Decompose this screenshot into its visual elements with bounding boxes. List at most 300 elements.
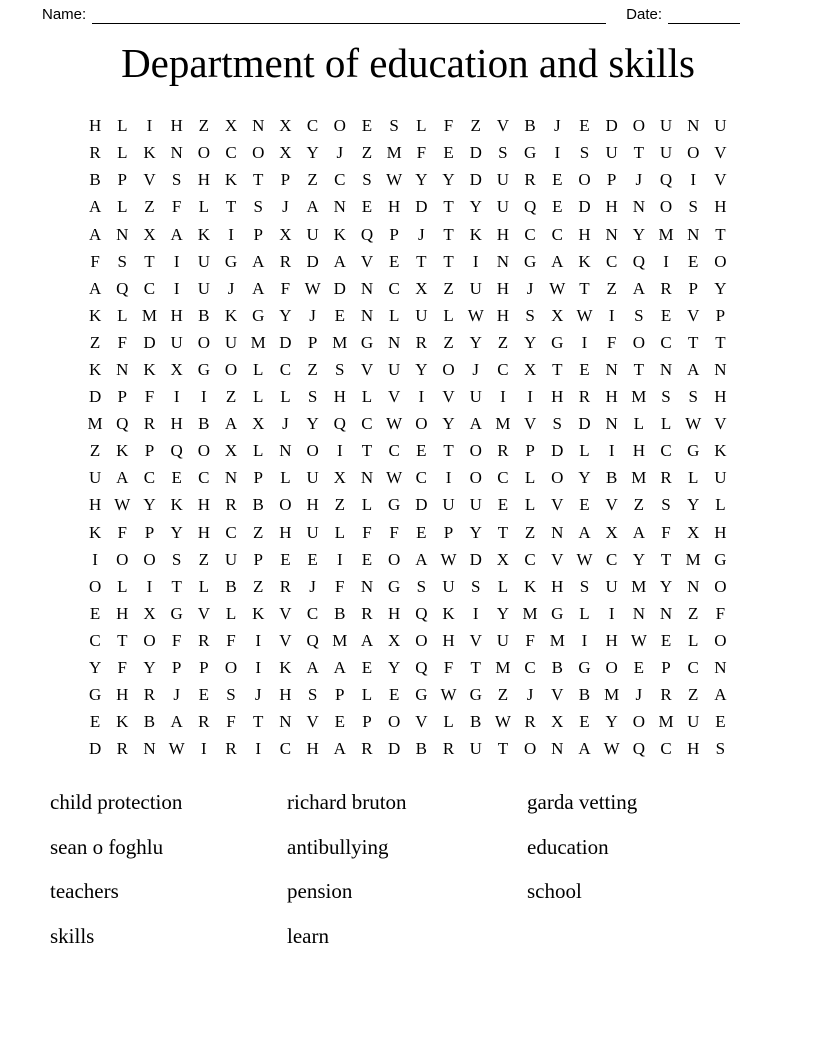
grid-letter: E (198, 685, 210, 705)
grid-letter: A (170, 224, 183, 244)
grid-letter: T (497, 739, 509, 759)
grid-letter: J (553, 116, 561, 136)
grid-letter: W (549, 278, 566, 298)
grid-letter: C (660, 739, 672, 759)
grid-letter: U (170, 332, 183, 352)
grid-letter: T (470, 658, 481, 678)
grid-letter: R (225, 495, 237, 515)
grid-letter: E (552, 170, 563, 190)
grid-letter: B (225, 576, 237, 596)
grid-letter: R (225, 739, 237, 759)
grid-letter: M (658, 224, 674, 244)
grid-letter: P (144, 441, 155, 461)
grid-letter: L (416, 116, 427, 136)
grid-letter: K (143, 359, 156, 379)
grid-letter: Y (279, 305, 292, 325)
grid-letter: F (226, 630, 236, 650)
grid-letter: L (361, 387, 373, 407)
grid-letter: Z (606, 278, 617, 298)
grid-letter: Q (415, 658, 428, 678)
grid-letter: M (495, 658, 511, 678)
grid-letter: V (143, 170, 156, 190)
grid-letter: C (225, 522, 237, 542)
grid-letter: T (443, 197, 454, 217)
grid-letter: N (360, 278, 374, 298)
grid-letter: Q (632, 739, 645, 759)
grid-letter: Z (524, 522, 536, 542)
grid-letter: W (685, 414, 702, 434)
grid-letter: J (173, 685, 180, 705)
grid-letter: E (552, 197, 563, 217)
grid-letter: Z (307, 359, 318, 379)
grid-letter: E (579, 116, 590, 136)
word-list-item: child protection (50, 790, 183, 815)
grid-letter: M (631, 468, 647, 488)
grid-letter: F (171, 197, 182, 217)
grid-letter: S (307, 387, 318, 407)
grid-letter: F (117, 658, 128, 678)
grid-letter: L (280, 387, 291, 407)
grid-letter: J (472, 359, 480, 379)
grid-row (82, 627, 735, 654)
grid-letter: N (116, 224, 129, 244)
grid-letter: H (388, 603, 401, 623)
grid-letter: I (608, 441, 615, 461)
grid-letter: J (254, 685, 262, 705)
grid-letter: I (255, 739, 262, 759)
grid-letter: O (442, 359, 455, 379)
grid-letter: W (576, 305, 593, 325)
grid-letter: F (443, 116, 454, 136)
grid-letter: N (687, 576, 700, 596)
grid-letter: Z (253, 522, 264, 542)
grid-letter: D (88, 387, 102, 407)
grid-letter: X (224, 441, 238, 461)
grid-letter: P (199, 658, 209, 678)
grid-letter: W (440, 549, 457, 569)
grid-letter: V (469, 630, 482, 650)
word-list-column (287, 780, 527, 958)
grid-letter: D (469, 549, 482, 569)
grid-letter: W (630, 630, 647, 650)
grid-letter: I (581, 332, 588, 352)
grid-letter: A (469, 414, 482, 434)
grid-letter: S (362, 170, 372, 190)
grid-letter: A (333, 658, 346, 678)
grid-letter: C (524, 549, 536, 569)
grid-letter: D (551, 441, 564, 461)
grid-letter: U (496, 170, 510, 190)
grid-letter: P (117, 170, 128, 190)
grid-letter: N (605, 224, 618, 244)
grid-letter: C (687, 658, 699, 678)
grid-letter: R (198, 712, 210, 732)
grid-row (82, 356, 735, 383)
grid-letter: O (469, 468, 482, 488)
grid-row (82, 437, 735, 464)
grid-letter: D (143, 332, 156, 352)
grid-letter: L (117, 305, 128, 325)
grid-letter: W (440, 685, 457, 705)
grid-letter: M (631, 387, 647, 407)
grid-letter: S (579, 576, 590, 596)
grid-letter: Y (415, 359, 428, 379)
grid-letter: T (688, 332, 699, 352)
word-list-column (527, 780, 816, 958)
grid-letter: E (579, 712, 590, 732)
grid-letter: E (171, 468, 182, 488)
grid-letter: Y (88, 658, 102, 678)
word-list-item: garda vetting (527, 790, 638, 815)
grid-letter: E (497, 495, 509, 515)
grid-letter: H (714, 197, 727, 217)
grid-letter: F (171, 630, 182, 650)
grid-letter: P (661, 658, 671, 678)
grid-letter: H (306, 739, 319, 759)
grid-letter: B (605, 468, 618, 488)
grid-letter: H (605, 630, 618, 650)
grid-letter: V (197, 603, 210, 623)
grid-letter: S (416, 576, 427, 596)
grid-letter: M (685, 549, 701, 569)
grid-letter: Y (659, 576, 673, 596)
grid-letter: L (361, 685, 373, 705)
grid-letter: I (608, 305, 615, 325)
word-list (0, 780, 816, 958)
grid-letter: X (143, 603, 156, 623)
grid-letter: H (306, 495, 319, 515)
grid-letter: D (88, 739, 102, 759)
date-fill-line (668, 7, 740, 24)
grid-letter: I (445, 468, 452, 488)
grid-letter: G (578, 658, 591, 678)
grid-letter: P (253, 549, 263, 569)
grid-letter: W (494, 712, 511, 732)
grid-letter: X (496, 549, 510, 569)
grid-letter: Z (198, 116, 210, 136)
grid-letter: K (170, 495, 183, 515)
grid-letter: H (88, 495, 102, 515)
grid-letter: H (279, 685, 292, 705)
grid-letter: I (146, 116, 153, 136)
grid-letter: I (173, 387, 180, 407)
grid-letter: A (252, 251, 265, 271)
grid-letter: Z (253, 576, 264, 596)
grid-letter: E (334, 712, 345, 732)
grid-letter: F (280, 278, 291, 298)
grid-letter: B (470, 712, 482, 732)
page-title: Department of education and skills (121, 40, 695, 86)
grid-letter: P (335, 685, 345, 705)
grid-letter: N (632, 603, 645, 623)
grid-letter: Y (469, 332, 482, 352)
word-list-item: learn (287, 923, 329, 948)
grid-letter: C (306, 116, 319, 136)
grid-letter: F (117, 522, 128, 542)
grid-letter: H (116, 685, 129, 705)
grid-row (82, 491, 735, 518)
grid-letter: L (524, 468, 536, 488)
grid-letter: Y (632, 224, 645, 244)
grid-letter: V (442, 387, 455, 407)
grid-letter: E (334, 305, 345, 325)
grid-letter: L (117, 576, 128, 596)
word-list-item: sean o foghlu (50, 834, 164, 859)
grid-letter: T (416, 251, 427, 271)
grid-letter: V (415, 712, 428, 732)
grid-letter: Q (333, 414, 346, 434)
grid-letter: H (170, 116, 183, 136)
grid-letter: F (715, 603, 726, 623)
grid-letter: A (632, 522, 645, 542)
grid-letter: L (579, 441, 590, 461)
grid-letter: S (389, 116, 399, 136)
grid-letter: O (632, 116, 645, 136)
grid-letter: T (633, 143, 645, 163)
grid-letter: X (551, 305, 564, 325)
grid-letter: P (443, 522, 454, 542)
grid-letter: N (170, 143, 183, 163)
grid-letter: R (578, 387, 591, 407)
grid-letter: O (469, 441, 482, 461)
grid-letter: I (255, 658, 262, 678)
grid-letter: I (92, 549, 98, 569)
grid-letter: Y (306, 414, 319, 434)
grid-row (82, 248, 735, 275)
grid-letter: S (661, 495, 671, 515)
grid-letter: Z (89, 332, 101, 352)
grid-letter: R (198, 630, 210, 650)
grid-letter: F (525, 630, 535, 650)
grid-letter: K (88, 305, 102, 325)
grid-letter: F (117, 332, 128, 352)
grid-letter: H (496, 305, 510, 325)
grid-letter: C (524, 224, 536, 244)
grid-letter: Q (632, 251, 645, 271)
grid-letter: O (279, 495, 292, 515)
grid-row (82, 329, 735, 356)
grid-letter: U (605, 576, 618, 596)
grid-letter: E (361, 549, 373, 569)
grid-letter: U (659, 116, 673, 136)
grid-letter: E (361, 658, 373, 678)
grid-letter: O (632, 332, 645, 352)
grid-letter: F (90, 251, 100, 271)
grid-letter: N (360, 468, 374, 488)
grid-letter: S (634, 305, 644, 325)
grid-letter: R (660, 685, 672, 705)
grid-letter: D (415, 495, 428, 515)
grid-letter: Z (198, 549, 210, 569)
grid-letter: A (415, 549, 428, 569)
grid-letter: I (690, 170, 697, 190)
grid-row (82, 735, 735, 762)
grid-letter: B (198, 414, 210, 434)
grid-letter: R (660, 278, 672, 298)
grid-letter: C (198, 468, 210, 488)
grid-letter: U (605, 143, 618, 163)
grid-letter: L (715, 495, 726, 515)
grid-letter: J (282, 197, 289, 217)
grid-letter: N (659, 359, 673, 379)
grid-letter: Q (170, 441, 183, 461)
grid-letter: L (388, 305, 400, 325)
grid-letter: O (687, 143, 700, 163)
grid-letter: U (469, 495, 482, 515)
grid-letter: X (170, 359, 183, 379)
grid-letter: F (606, 332, 617, 352)
grid-letter: Q (659, 170, 673, 190)
grid-letter: P (144, 522, 155, 542)
grid-letter: H (279, 522, 292, 542)
grid-letter: L (198, 576, 210, 596)
grid-letter: O (197, 441, 210, 461)
grid-letter: J (418, 224, 425, 244)
word-list-item: education (527, 834, 609, 859)
grid-letter: L (225, 603, 237, 623)
grid-letter: K (88, 359, 102, 379)
grid-letter: G (170, 603, 183, 623)
grid-letter: H (714, 522, 727, 542)
grid-letter: I (336, 549, 343, 569)
grid-letter: P (606, 170, 617, 190)
grid-letter: A (88, 224, 102, 244)
grid-letter: Y (687, 495, 700, 515)
grid-letter: X (333, 468, 346, 488)
grid-letter: H (578, 224, 591, 244)
grid-letter: V (551, 685, 564, 705)
grid-letter: P (117, 387, 128, 407)
grid-letter: A (333, 739, 346, 759)
grid-letter: Z (89, 441, 101, 461)
grid-letter: P (280, 170, 291, 190)
grid-letter: K (143, 143, 156, 163)
grid-letter: S (307, 685, 318, 705)
grid-letter: V (360, 359, 374, 379)
grid-letter: B (415, 739, 428, 759)
grid-letter: U (687, 712, 700, 732)
grid-letter: F (416, 143, 427, 163)
grid-letter: J (635, 170, 643, 190)
grid-letter: H (632, 441, 645, 461)
grid-letter: X (388, 630, 401, 650)
grid-letter: T (715, 332, 726, 352)
grid-letter: T (552, 359, 563, 379)
grid-letter: C (143, 468, 156, 488)
grid-letter: G (469, 685, 482, 705)
grid-letter: W (467, 305, 484, 325)
grid-letter: Z (497, 332, 509, 352)
grid-letter: H (388, 197, 401, 217)
grid-letter: C (605, 549, 618, 569)
grid-letter: L (253, 359, 264, 379)
grid-letter: A (88, 278, 102, 298)
grid-letter: V (279, 603, 292, 623)
grid-letter: L (688, 468, 699, 488)
grid-letter: G (252, 305, 265, 325)
grid-letter: D (578, 414, 591, 434)
grid-row (82, 275, 735, 302)
grid-letter: C (334, 170, 346, 190)
grid-letter: I (527, 387, 533, 407)
grid-letter: O (197, 332, 210, 352)
grid-letter: H (442, 630, 455, 650)
grid-letter: M (386, 143, 402, 163)
grid-letter: F (389, 522, 399, 542)
grid-letter: B (334, 603, 346, 623)
grid-letter: V (687, 305, 700, 325)
grid-letter: U (496, 630, 510, 650)
grid-letter: F (443, 658, 454, 678)
grid-letter: C (660, 441, 672, 461)
grid-letter: O (415, 414, 428, 434)
grid-letter: I (255, 630, 262, 650)
grid-letter: H (714, 387, 727, 407)
grid-letter: T (443, 251, 454, 271)
grid-letter: C (279, 739, 292, 759)
grid-letter: R (524, 170, 536, 190)
grid-letter: O (224, 658, 238, 678)
grid-letter: C (497, 359, 509, 379)
grid-letter: G (551, 332, 564, 352)
grid-letter: O (714, 630, 727, 650)
grid-letter: C (388, 278, 400, 298)
grid-letter: U (224, 549, 238, 569)
grid-letter: A (252, 278, 265, 298)
grid-letter: U (306, 522, 319, 542)
grid-letter: E (579, 495, 590, 515)
grid-letter: H (551, 387, 564, 407)
grid-letter: D (306, 251, 319, 271)
grid-letter: G (388, 576, 401, 596)
grid-letter: Y (442, 414, 455, 434)
grid-letter: K (333, 224, 346, 244)
grid-letter: Z (334, 495, 345, 515)
grid-letter: N (360, 576, 374, 596)
grid-letter: T (171, 576, 182, 596)
grid-letter: M (332, 630, 348, 650)
grid-letter: A (306, 197, 319, 217)
grid-letter: Y (388, 658, 401, 678)
grid-letter: B (578, 685, 591, 705)
grid-letter: O (197, 143, 210, 163)
grid-letter: P (688, 278, 698, 298)
grid-letter: W (114, 495, 131, 515)
grid-letter: A (170, 712, 183, 732)
name-label: Name: (42, 6, 87, 23)
grid-letter: P (362, 712, 372, 732)
grid-letter: Y (632, 549, 645, 569)
grid-letter: F (144, 387, 155, 407)
grid-letter: N (496, 251, 510, 271)
grid-letter: D (279, 332, 292, 352)
grid-letter: Q (116, 278, 129, 298)
grid-letter: Z (361, 143, 373, 163)
grid-letter: E (660, 305, 672, 325)
grid-letter: X (415, 278, 428, 298)
grid-letter: X (252, 414, 265, 434)
grid-letter: T (633, 359, 645, 379)
grid-letter: H (496, 278, 510, 298)
grid-letter: F (335, 576, 345, 596)
grid-letter: G (714, 549, 727, 569)
grid-letter: T (660, 549, 672, 569)
grid-letter: E (416, 522, 427, 542)
grid-letter: S (117, 251, 128, 271)
grid-letter: X (224, 116, 238, 136)
grid-letter: O (252, 143, 265, 163)
grid-letter: O (714, 251, 727, 271)
